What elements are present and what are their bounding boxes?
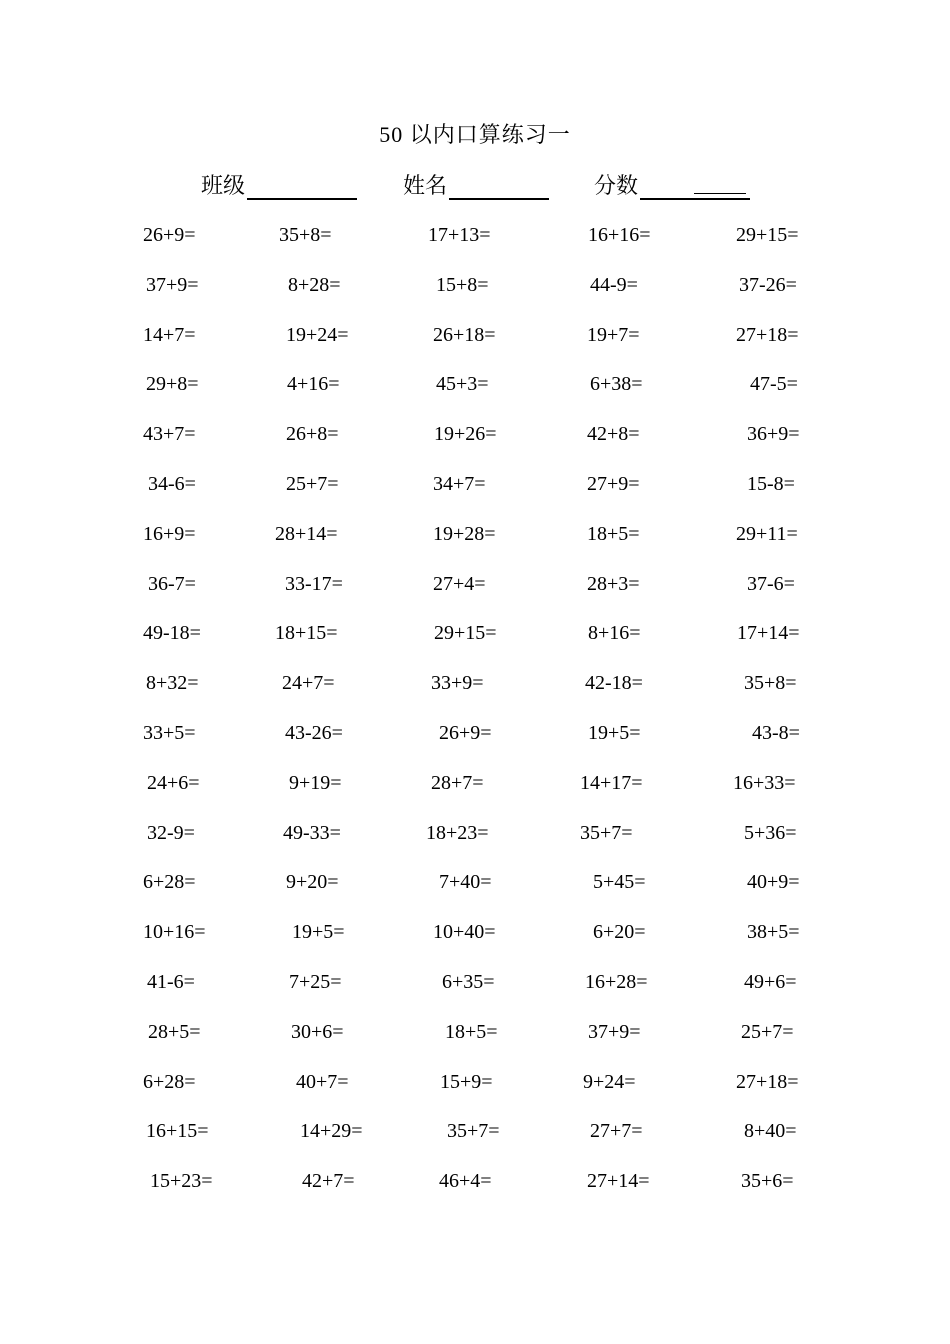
problem-r10-c5: 35+8= <box>744 672 797 695</box>
problem-r7-c3: 19+28= <box>433 522 496 545</box>
problem-r4-c2: 4+16= <box>287 373 340 396</box>
problem-r12-c4: 14+17= <box>580 771 643 794</box>
problem-r15-c1: 10+16= <box>143 921 206 944</box>
problem-r20-c2: 42+7= <box>302 1170 355 1193</box>
problem-r19-c4: 27+7= <box>590 1120 643 1143</box>
problem-r8-c3: 27+4= <box>433 572 486 595</box>
problem-r7-c4: 18+5= <box>587 522 640 545</box>
problem-r2-c3: 15+8= <box>436 273 489 296</box>
problem-r1-c4: 16+16= <box>588 224 651 246</box>
problem-r8-c2: 33-17= <box>285 572 343 595</box>
problem-r20-c3: 46+4= <box>439 1170 492 1193</box>
problem-r1-c2: 35+8= <box>279 224 332 246</box>
name-label: 姓名 <box>403 173 448 198</box>
problem-r3-c3: 26+18= <box>433 323 496 346</box>
score-label: 分数 <box>594 173 639 198</box>
problem-r15-c2: 19+5= <box>292 921 345 944</box>
problem-r9-c3: 29+15= <box>434 622 497 645</box>
problem-r6-c3: 34+7= <box>433 473 486 495</box>
problem-r14-c1: 6+28= <box>143 871 196 894</box>
problem-r17-c5: 25+7= <box>741 1020 794 1043</box>
problem-r12-c3: 28+7= <box>431 771 484 794</box>
problem-r20-c5: 35+6= <box>741 1170 794 1193</box>
problem-r14-c2: 9+20= <box>286 871 339 894</box>
problem-r5-c2: 26+8= <box>286 423 339 446</box>
problem-r19-c2: 14+29= <box>300 1120 363 1143</box>
problem-r8-c4: 28+3= <box>587 572 640 595</box>
problem-r18-c5: 27+18= <box>736 1070 799 1093</box>
problem-r2-c2: 8+28= <box>288 273 341 296</box>
problem-r11-c3: 26+9= <box>439 722 492 744</box>
problem-r2-c4: 44-9= <box>590 273 638 296</box>
page-title: 50 以内口算练习一 <box>379 122 571 147</box>
problem-r17-c3: 18+5= <box>445 1020 498 1043</box>
problem-r16-c1: 41-6= <box>147 971 195 993</box>
problem-r3-c2: 19+24= <box>286 323 349 346</box>
problem-r4-c3: 45+3= <box>436 373 489 396</box>
problem-r18-c3: 15+9= <box>440 1070 493 1093</box>
score-blank-line <box>640 168 750 200</box>
problem-r9-c5: 17+14= <box>737 622 800 645</box>
problem-r15-c5: 38+5= <box>747 921 800 944</box>
problem-r6-c1: 34-6= <box>148 473 196 495</box>
problem-r5-c4: 42+8= <box>587 423 640 446</box>
problem-r20-c1: 15+23= <box>150 1170 213 1193</box>
problem-r7-c2: 28+14= <box>275 522 338 545</box>
problem-r4-c4: 6+38= <box>590 373 643 396</box>
problem-r16-c5: 49+6= <box>744 971 797 993</box>
problem-r8-c1: 36-7= <box>148 572 196 595</box>
problem-r3-c5: 27+18= <box>736 323 799 346</box>
problem-r7-c5: 29+11= <box>736 522 798 545</box>
score-field <box>594 168 750 200</box>
problem-r3-c1: 14+7= <box>143 323 196 346</box>
problem-r1-c3: 17+13= <box>428 224 491 246</box>
problem-r4-c1: 29+8= <box>146 373 199 396</box>
problem-r14-c5: 40+9= <box>747 871 800 894</box>
problem-r2-c1: 37+9= <box>146 273 199 296</box>
problem-r1-c1: 26+9= <box>143 224 196 246</box>
name-blank-line <box>449 168 549 200</box>
problem-r15-c4: 6+20= <box>593 921 646 944</box>
problem-r11-c4: 19+5= <box>588 722 641 744</box>
problem-r10-c3: 33+9= <box>431 672 484 695</box>
problem-r17-c2: 30+6= <box>291 1020 344 1043</box>
problem-r11-c1: 33+5= <box>143 722 196 744</box>
problem-r14-c3: 7+40= <box>439 871 492 894</box>
problem-r8-c5: 37-6= <box>747 572 795 595</box>
problem-r13-c2: 49-33= <box>283 821 341 844</box>
problem-r9-c2: 18+15= <box>275 622 338 645</box>
problem-r9-c1: 49-18= <box>143 622 201 645</box>
problem-r3-c4: 19+7= <box>587 323 640 346</box>
problem-r19-c5: 8+40= <box>744 1120 797 1143</box>
problem-r16-c3: 6+35= <box>442 971 495 993</box>
name-field <box>403 168 549 200</box>
problem-r12-c1: 24+6= <box>147 771 200 794</box>
problem-r6-c4: 27+9= <box>587 473 640 495</box>
problem-r4-c5: 47-5= <box>750 373 798 396</box>
problem-r10-c2: 24+7= <box>282 672 335 695</box>
score-inner-underline <box>694 193 746 194</box>
class-label: 班级 <box>201 173 246 198</box>
problem-r19-c3: 35+7= <box>447 1120 500 1143</box>
class-blank-line <box>247 168 357 200</box>
problem-r16-c4: 16+28= <box>585 971 648 993</box>
problem-r13-c5: 5+36= <box>744 821 797 844</box>
problem-r20-c4: 27+14= <box>587 1170 650 1193</box>
problem-r1-c5: 29+15= <box>736 224 799 246</box>
problem-r16-c2: 7+25= <box>289 971 342 993</box>
problem-r17-c4: 37+9= <box>588 1020 641 1043</box>
problem-r19-c1: 16+15= <box>146 1120 209 1143</box>
problem-r13-c3: 18+23= <box>426 821 489 844</box>
problem-r6-c2: 25+7= <box>286 473 339 495</box>
problem-r2-c5: 37-26= <box>739 273 797 296</box>
problem-r13-c4: 35+7= <box>580 821 633 844</box>
problem-r15-c3: 10+40= <box>433 921 496 944</box>
problem-r12-c2: 9+19= <box>289 771 342 794</box>
problem-r18-c4: 9+24= <box>583 1070 636 1093</box>
problem-r5-c3: 19+26= <box>434 423 497 446</box>
problem-r7-c1: 16+9= <box>143 522 196 545</box>
problem-r18-c1: 6+28= <box>143 1070 196 1093</box>
problem-r10-c4: 42-18= <box>585 672 643 695</box>
problem-r17-c1: 28+5= <box>148 1020 201 1043</box>
problem-r12-c5: 16+33= <box>733 771 796 794</box>
class-field <box>201 168 357 200</box>
problem-r5-c5: 36+9= <box>747 423 800 446</box>
problem-r11-c5: 43-8= <box>752 722 800 744</box>
problem-r5-c1: 43+7= <box>143 423 196 446</box>
problem-r9-c4: 8+16= <box>588 622 641 645</box>
problem-r10-c1: 8+32= <box>146 672 199 695</box>
problem-r18-c2: 40+7= <box>296 1070 349 1093</box>
problem-r13-c1: 32-9= <box>147 821 195 844</box>
problem-r11-c2: 43-26= <box>285 722 343 744</box>
problem-r6-c5: 15-8= <box>747 473 795 495</box>
problem-r14-c4: 5+45= <box>593 871 646 894</box>
